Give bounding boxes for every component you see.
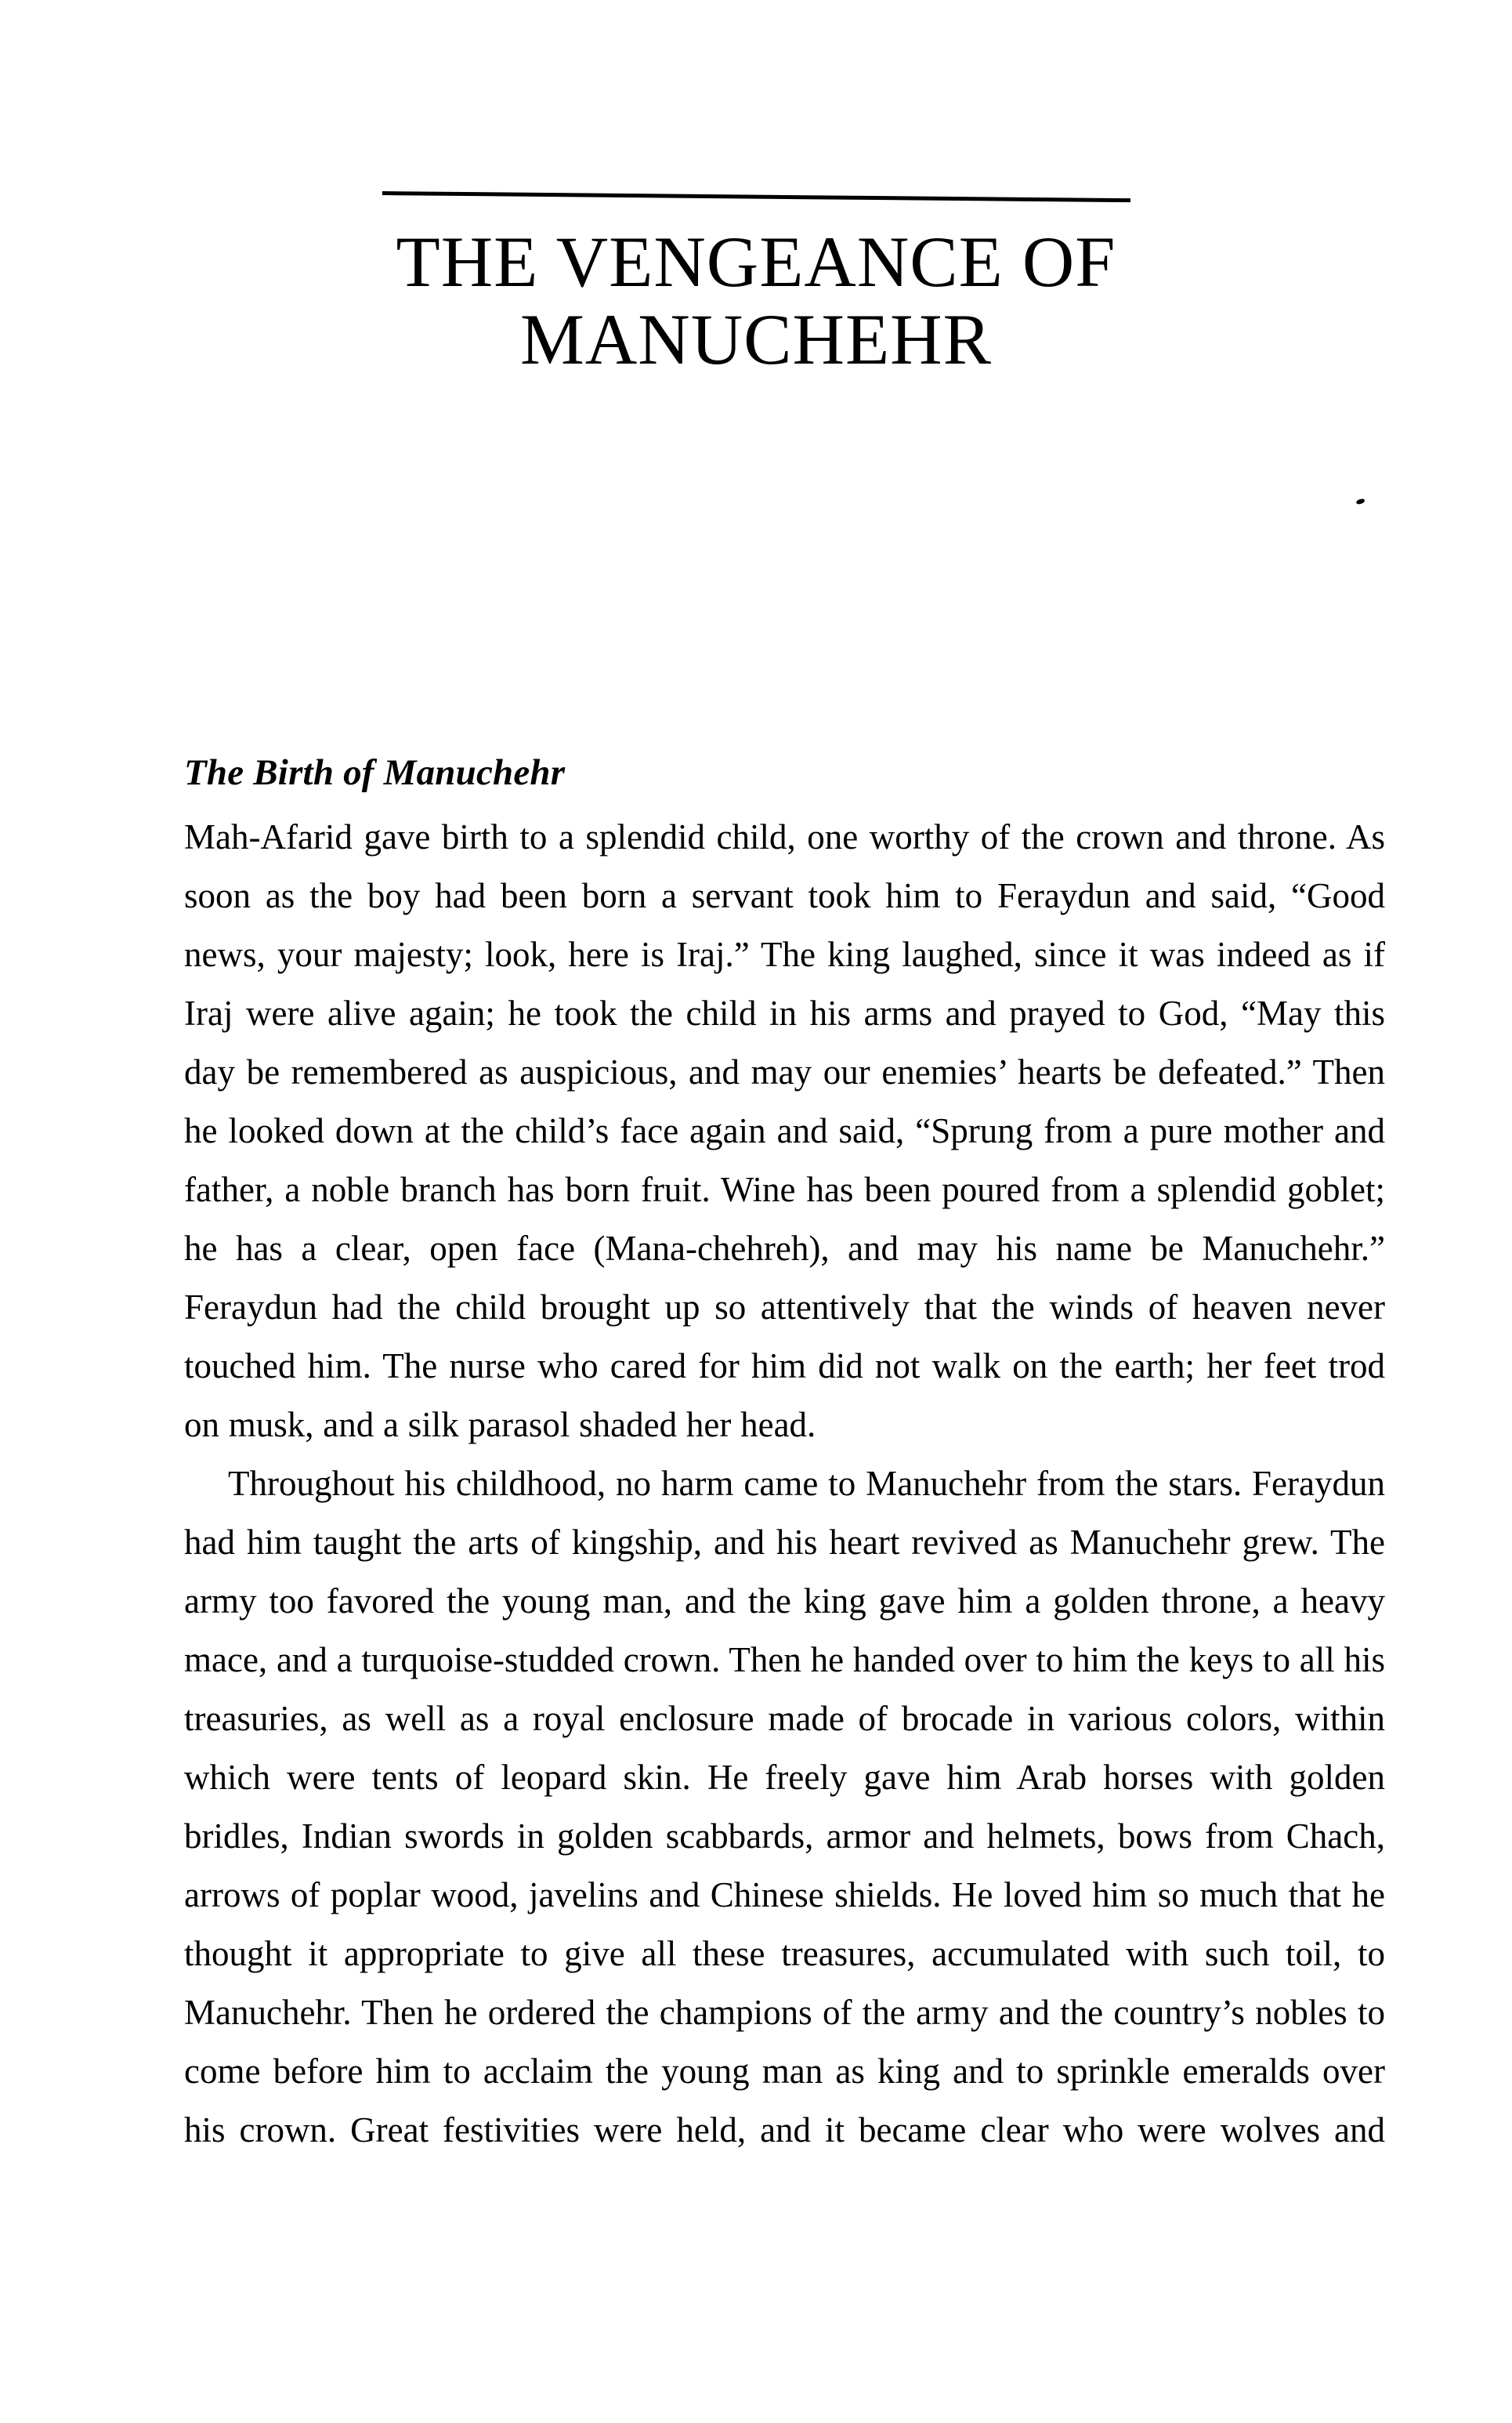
body-text-column: [184, 752, 1385, 2218]
chapter-title: [208, 223, 1304, 379]
body-paragraph-1: Mah-Afarid gave birth to a splendid child, one worthy of the crown and throne. As soon as the boy had been born a servant took him to Feraydun and said, “Good news, your majesty; look, here is Iraj.” The king laughed, since it was indeed as if Iraj were alive again; he took the child in his arms and prayed to God, “May this day be remembered as auspicious, and may our enemies’ hearts be defeated.” Then he looked down at the child’s face again and said, “Sprung from a pure mother and father, a noble branch has born fruit. Wine has been poured from a splendid goblet; he has a clear, open face (Mana-chehreh), and may his name be Manuchehr.” Feraydun had the child brought up so attentively that the winds of heaven never touched him. The nurse who cared for him did not walk on the earth; her feet trod on musk, and a silk parasol shaded her head.: [184, 817, 1385, 1444]
chapter-title-line-1: THE VENGEANCE OF: [396, 222, 1116, 302]
scan-artifact-speck: [1355, 498, 1365, 505]
title-divider-rule: [382, 191, 1130, 202]
chapter-title-line-2: MANUCHEHR: [520, 299, 992, 380]
section-heading: The Birth of Manuchehr: [184, 752, 566, 793]
body-paragraph-2: Throughout his childhood, no harm came to Manuchehr from the stars. Feraydun had him taught the arts of kingship, and his heart revived as Manuchehr grew. The army too favored the young man, and the king gave him a golden throne, a heavy mace, and a turquoise-studded crown. Then he handed over to him the keys to all his treasuries, as well as a royal enclosure made of brocade in various colors, within which were tents of leopard skin. He freely gave him Arab horses with golden bridles, Indian swords in golden scabbards, armor and helmets, bows from Chach, arrows of poplar wood, javelins and Chinese shields. He loved him so much that he thought it appropriate to give all these treasures, accumulated with such toil, to Manuchehr. Then he ordered the champions of the army and the country’s nobles to come before him to acclaim the young man as king and to sprinkle emeralds over his crown. Great festivities were held, and it became clear who were wolves and: [184, 1464, 1385, 2150]
chapter-opener: [0, 191, 1512, 379]
